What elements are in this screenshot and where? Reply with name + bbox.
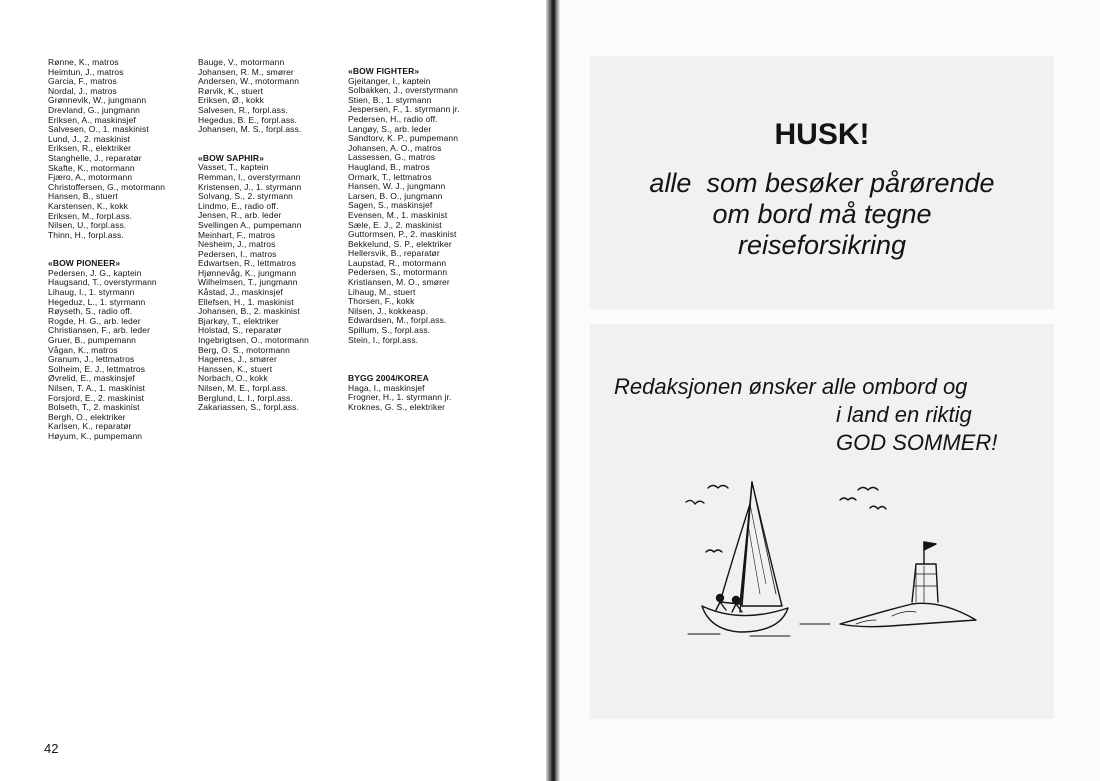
crew-entry: Wilhelmsen, T., jungmann [198,277,298,288]
crew-entry: Nesheim, J., matros [198,239,276,250]
crew-entry: Skafte, K., motormann [48,162,135,173]
crew-entry: Kristiansen, M. O., smører [348,277,450,288]
crew-entry: Vasset, T., kaptein [198,162,269,173]
crew-entry: Johansen, R. M., smører [198,66,294,77]
crew-entry: Edwartsen, R., lettmatros [198,258,296,269]
crew-entry: Garcia, F., matros [48,76,117,87]
crew-entry: Bekkelund, S. P., elektriker [348,238,452,249]
crew-entry: Christoffersen, G., motormann [48,181,166,192]
crew-entry: Solbakken, J., overstyrmann [348,85,458,96]
crew-entry: Lihaug, M., stuert [348,286,416,297]
left-page [0,0,548,781]
crew-entry: Gjeitanger, I., kaptein [348,75,431,86]
notice-line: om bord må tegne [712,199,932,229]
column-spacer [348,355,498,365]
page-number: 42 [44,741,59,756]
crew-entry: Lindmo, E., radio off. [198,200,279,211]
crew-entry: Stanghelle, J., reparatør [48,152,142,163]
crew-entry: Gruer, B., pumpemann [48,335,136,346]
crew-entry: Hansen, B., stuert [48,191,118,202]
crew-entry: Solheim, E. J., lettmatros [48,363,146,374]
crew-entry: Heimtun, J., matros [48,66,124,77]
crew-entry: Thorsen, F., kokk [348,296,415,307]
bird-icon [708,486,728,489]
crew-entry: Nilsen, U., forpl.ass. [48,220,127,231]
crew-entry: Guttormsen, P., 2. maskinist [348,229,457,240]
notice-heading: HUSK! [774,118,870,151]
crew-entry: Hegedus, B. E., forpl.ass. [198,114,297,125]
bird-icon [870,506,886,509]
crew-entry: Forsjord, E., 2. maskinist [48,392,145,403]
flag-icon [924,542,936,550]
crew-entry: Rønne, K., matros [48,57,119,67]
crew-entry: Pedersen, S., motormann [348,267,448,278]
crew-entry: Rørvik, K., stuert [198,85,264,96]
greeting-line: GOD SOMMER! [836,430,998,455]
crew-entry: Eriksen, M., forpl.ass. [48,210,133,221]
crew-entry: Haugsand, T., overstyrmann [48,277,157,288]
crew-entry: Sandtorv, K. P., pumpemann [348,133,459,144]
book-gutter [546,0,560,781]
crew-entry: Øvrelid, E., maskinsjef [48,373,135,384]
notice-line: reiseforsikring [737,230,907,260]
crew-entry: Drevland, G., jungmann [48,104,140,115]
crew-entry: Karstensen, K., kokk [48,200,128,211]
crew-column-3 [348,58,498,413]
crew-entry: Bjarkøy, T., elektriker [198,315,279,326]
crew-entry: Lihaug, I., 1. styrmann [48,287,135,298]
crew-entry: Rogde, H. G., arb. leder [48,315,141,326]
ship-heading: «BOW FIGHTER» [348,66,420,76]
crew-entry: Thinn, H., forpl.ass. [48,229,124,240]
crew-entry: Røyseth, S., radio off. [48,306,133,317]
crew-entry: Pedersen, H., radio off. [348,113,438,124]
crew-entry: Holstad, S., reparatør [198,325,282,336]
crew-entry: Andersen, W., motormann [198,76,300,87]
greeting-line: i land en riktig [836,402,972,427]
crew-entry: Karlsen, K., reparatør [48,421,132,432]
crew-entry: Svellingen A., pumpemann [198,219,302,230]
crew-entry: Hagenes, J., smører [198,354,277,365]
crew-entry: Johansen, M. S., forpl.ass. [198,124,302,135]
crew-entry: Sæle, E. J., 2. maskinist [348,219,442,230]
column-spacer [198,135,348,145]
crew-entry: Norbach, O., kokk [198,373,268,384]
crew-entry: Bauge, V., motormann [198,57,285,67]
crew-entry: Kristensen, J., 1. styrmann [198,181,302,192]
crew-entry: Ellefsen, H., 1. maskinist [198,296,294,307]
crew-entry: Johansen, A. O., matros [348,142,442,153]
ship-heading: «BOW PIONEER» [48,258,121,269]
notice-text [590,168,1054,261]
crew-entry: Sagen, S., maskinsjef [348,200,433,211]
ship-heading: BYGG 2004/KOREA [348,373,429,384]
bird-icon [840,498,856,500]
crew-entry: Nilsen, T. A., 1. maskinist [48,383,146,393]
crew-entry: Nordal, J., matros [48,85,117,96]
crew-entry: Høyum, K., pumpemann [48,430,143,441]
crew-entry: Berg, O. S., motormann [198,344,290,355]
crew-entry: Spillum, S., forpl.ass. [348,325,431,336]
crew-entry: Kroknes, G. S., elektriker [348,402,446,412]
sailor [717,595,724,602]
crew-entry: Pedersen, I., matros [198,248,277,259]
crew-entry: Jespersen, F., 1. styrmann jr. [348,104,460,115]
crew-entry: Solvang, S., 2. styrmann [198,191,293,202]
crew-entry: Haga, I., maskinsjef [348,382,425,393]
boat-jib [720,504,750,604]
crew-entry: Laupstad, R., motormann [348,257,447,268]
crew-entry: Frogner, H., 1. styrmann jr. [348,392,452,403]
crew-entry: Hegeduz, L., 1. styrmann [48,296,146,307]
island [840,603,976,626]
boat-hull [702,606,788,632]
bird-icon [686,500,704,504]
crew-entry: Eriksen, Ø., kokk [198,95,264,106]
crew-entry: Meinhart, F., matros [198,229,276,240]
crew-entry: Evensen, M., 1. maskinist [348,209,448,220]
crew-entry: Granum, J., lettmatros [48,354,135,365]
crew-entry: Hanssen, K., stuert [198,363,273,374]
crew-entry: Hjønnevåg, K., jungmann [198,267,297,278]
insurance-notice-panel [590,56,1054,309]
crew-entry: Jensen, R., arb. leder [198,210,282,221]
crew-entry: Stien, B., 1. styrmann [348,94,432,105]
crew-entry: Kåstad, J., maskinsjef [198,287,283,298]
crew-entry: Lassessen, G., matros [348,152,436,163]
crew-entry: Ingebrigtsen, O., motormann [198,335,309,346]
crew-entry: Stein, I., forpl.ass. [348,334,419,345]
crew-entry: Langøy, S., arb. leder [348,123,432,134]
crew-entry: Christiansen, F., arb. leder [48,325,151,336]
crew-entry: Zakariassen, S., forpl.ass. [198,402,299,413]
bird-icon [858,488,878,491]
crew-entry: Bolseth, T., 2. maskinist [48,402,140,413]
crew-entry: Ormark, T., lettmatros [348,171,432,182]
crew-column-2 [198,58,348,413]
crew-entry: Grønnevik, W., jungmann [48,95,147,106]
crew-entry: Salvesen, R., forpl.ass. [198,104,288,115]
crew-entry: Berglund, L. I., forpl.ass. [198,392,293,403]
crew-entry: Fjæro, A., motormann [48,172,133,183]
summer-greeting-panel [590,324,1054,719]
crew-entry: Larsen, B. O., jungmann [348,190,443,201]
crew-entry: Salvesen, O., 1. maskinist [48,124,149,135]
crew-entry: Eriksen, A., maskinsjef [48,114,136,125]
crew-entry: Pedersen, J. G., kaptein [48,267,142,278]
crew-column-1 [48,58,198,442]
boat-mainsail [742,482,782,606]
sailboat-illustration [680,474,980,654]
notice-line: alle som besøker pårørende [649,168,995,198]
greeting-line: Redaksjonen ønsker alle ombord og [614,374,968,399]
crew-entry: Hansen, W. J., jungmann [348,181,446,192]
crew-entry: Nilsen, M. E., forpl.ass. [198,383,288,393]
sailor [733,597,740,604]
crew-entry: Johansen, B., 2. maskinist [198,306,300,317]
crew-entry: Haugland, B., matros [348,161,430,172]
crew-entry: Lund, J., 2. maskinist [48,133,131,144]
crew-entry: Edwardsen, M., forpl.ass. [348,315,447,326]
crew-entry: Hellersvik, B., reparatør [348,248,440,259]
crew-entry: Bergh, O., elektriker [48,411,126,422]
crew-entry: Nilsen, J., kokkeasp. [348,305,429,316]
ship-heading: «BOW SAPHIR» [198,152,264,163]
bird-icon [706,550,722,552]
column-spacer [48,240,198,250]
crew-entry: Eriksen, R., elektriker [48,143,132,154]
crew-entry: Remman, I., overstyrmann [198,171,301,182]
column-spacer [348,345,498,355]
crew-entry: Vågan, K., matros [48,344,118,355]
